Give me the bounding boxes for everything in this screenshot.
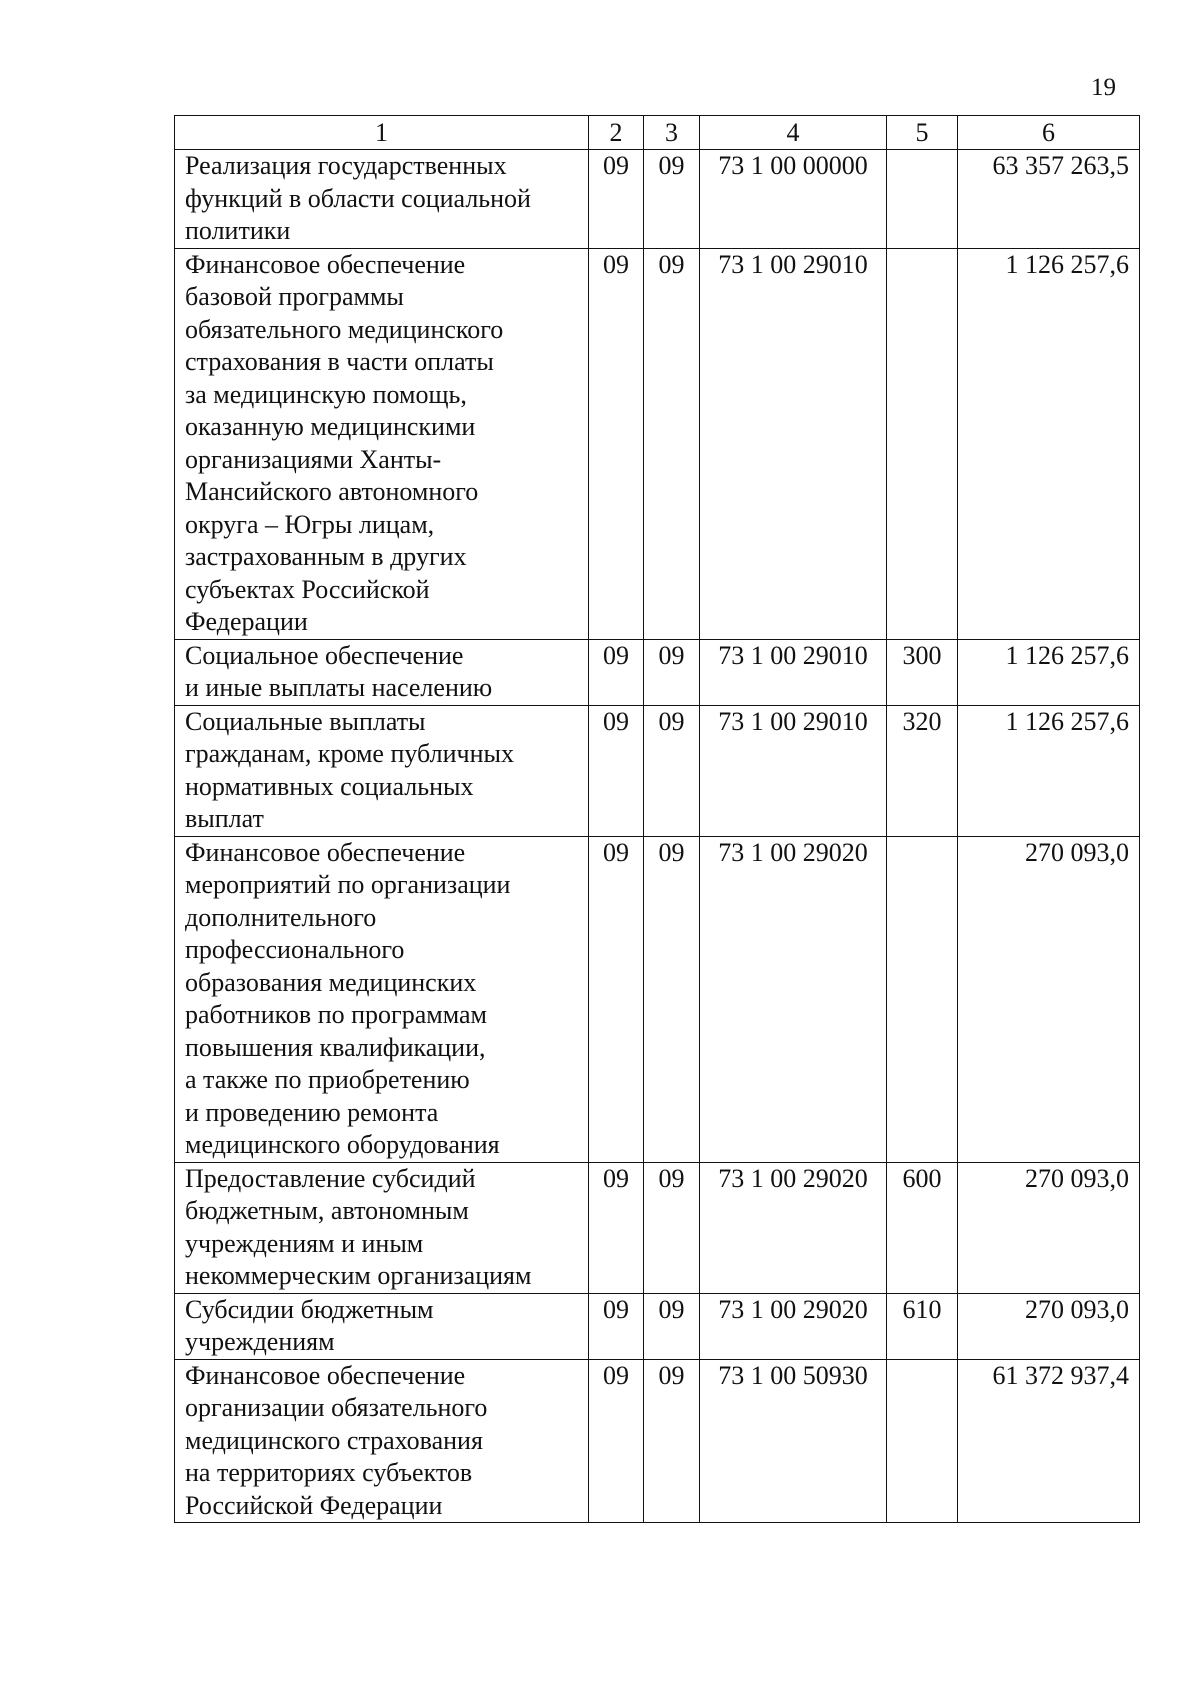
amount-cell: 270 093,0 — [958, 836, 1140, 1162]
item-name-cell — [175, 1162, 589, 1293]
target-article-cell: 73 1 00 00000 — [700, 150, 887, 249]
section-code-cell: 09 — [589, 1359, 644, 1523]
item-name-cell — [175, 150, 589, 249]
item-name-cell — [175, 836, 589, 1162]
item-name-line: округа – Югры лицам, — [185, 509, 435, 539]
item-name-line: функций в области социальной — [185, 183, 531, 213]
item-name-line: повышения квалификации, — [185, 1032, 486, 1062]
item-name-line: Субсидии бюджетным — [185, 1294, 434, 1324]
item-name-line: а также по приобретению — [185, 1065, 470, 1094]
subsection-code-cell: 09 — [644, 639, 700, 705]
item-name-line: Социальное обеспечение — [185, 640, 464, 670]
item-name-line: некоммерческим организациям — [185, 1261, 532, 1290]
expense-type-cell: 610 — [887, 1293, 958, 1359]
item-name-line: нормативных социальных — [185, 771, 474, 801]
target-article-cell: 73 1 00 50930 — [700, 1359, 887, 1523]
item-name-line: и проведению ремонта — [185, 1097, 439, 1127]
item-name-cell — [175, 248, 589, 639]
item-name-line: дополнительного — [185, 902, 377, 932]
section-code-cell: 09 — [589, 705, 644, 836]
target-article-cell: 73 1 00 29010 — [700, 639, 887, 705]
item-name-line: обязательного медицинского — [185, 314, 504, 344]
item-name-line: Социальные выплаты — [185, 706, 426, 736]
table-header-row — [175, 116, 1140, 150]
expense-type-cell: 600 — [887, 1162, 958, 1293]
item-name-line: Российской Федерации — [185, 1490, 443, 1520]
item-name-line: учреждениям — [185, 1327, 335, 1356]
amount-cell: 63 357 263,5 — [958, 150, 1140, 249]
target-article-cell: 73 1 00 29010 — [700, 248, 887, 639]
item-name-line: базовой программы — [185, 282, 404, 311]
item-name-line: учреждениям и иным — [185, 1228, 424, 1258]
table-row — [175, 705, 1140, 836]
page-number: 19 — [1091, 74, 1116, 101]
table-row — [175, 150, 1140, 249]
expense-type-cell — [887, 836, 958, 1162]
target-article-cell: 73 1 00 29010 — [700, 705, 887, 836]
item-name-cell — [175, 639, 589, 705]
amount-cell: 61 372 937,4 — [958, 1359, 1140, 1523]
item-name-cell — [175, 1359, 589, 1523]
item-name-line: Финансовое обеспечение — [185, 1360, 466, 1390]
section-code-cell: 09 — [589, 639, 644, 705]
item-name-line: Реализация государственных — [185, 151, 507, 180]
table-row — [175, 248, 1140, 639]
section-code-cell: 09 — [589, 1293, 644, 1359]
target-article-cell: 73 1 00 29020 — [700, 1293, 887, 1359]
amount-cell: 270 093,0 — [958, 1293, 1140, 1359]
item-name-line: за медицинскую помощь, — [185, 379, 467, 409]
column-header-2: 2 — [589, 116, 644, 150]
table-row — [175, 1293, 1140, 1359]
expense-type-cell — [887, 248, 958, 639]
subsection-code-cell: 09 — [644, 1162, 700, 1293]
column-header-5: 5 — [887, 116, 958, 150]
item-name-line: оказанную медицинскими — [185, 412, 476, 441]
item-name-line: медицинского страхования — [185, 1425, 483, 1455]
subsection-code-cell: 09 — [644, 248, 700, 639]
subsection-code-cell: 09 — [644, 150, 700, 249]
amount-cell: 1 126 257,6 — [958, 639, 1140, 705]
section-code-cell: 09 — [589, 836, 644, 1162]
item-name-line: Предоставление субсидий — [185, 1163, 476, 1193]
item-name-line: политики — [185, 216, 291, 245]
item-name-line: и иные выплаты населению — [185, 673, 493, 702]
subsection-code-cell: 09 — [644, 1359, 700, 1523]
amount-cell: 1 126 257,6 — [958, 705, 1140, 836]
item-name-line: образования медицинских — [185, 967, 477, 997]
expense-type-cell — [887, 150, 958, 249]
table-row — [175, 1162, 1140, 1293]
item-name-line: организациями Ханты- — [185, 444, 442, 474]
subsection-code-cell: 09 — [644, 1293, 700, 1359]
table-row — [175, 639, 1140, 705]
target-article-cell: 73 1 00 29020 — [700, 836, 887, 1162]
item-name-cell — [175, 705, 589, 836]
section-code-cell: 09 — [589, 1162, 644, 1293]
budget-table — [174, 115, 1140, 1523]
item-name-line: организации обязательного — [185, 1393, 488, 1422]
column-header-3: 3 — [644, 116, 700, 150]
item-name-line: застрахованным в других — [185, 542, 467, 571]
item-name-line: субъектах Российской — [185, 574, 430, 604]
table-body — [175, 150, 1140, 1523]
item-name-line: Финансовое обеспечение — [185, 837, 466, 867]
column-header-1: 1 — [175, 116, 589, 150]
section-code-cell: 09 — [589, 248, 644, 639]
target-article-cell: 73 1 00 29020 — [700, 1162, 887, 1293]
expense-type-cell: 320 — [887, 705, 958, 836]
subsection-code-cell: 09 — [644, 836, 700, 1162]
item-name-line: бюджетным, автономным — [185, 1196, 469, 1225]
table-row — [175, 836, 1140, 1162]
item-name-line: профессионального — [185, 935, 405, 964]
item-name-line: страхования в части оплаты — [185, 347, 494, 376]
subsection-code-cell: 09 — [644, 705, 700, 836]
item-name-line: Федерации — [185, 607, 308, 636]
item-name-cell — [175, 1293, 589, 1359]
expense-type-cell: 300 — [887, 639, 958, 705]
item-name-line: на территориях субъектов — [185, 1458, 473, 1487]
amount-cell: 270 093,0 — [958, 1162, 1140, 1293]
section-code-cell: 09 — [589, 150, 644, 249]
item-name-line: Мансийского автономного — [185, 477, 479, 506]
table-row — [175, 1359, 1140, 1523]
item-name-line: выплат — [185, 804, 264, 833]
amount-cell: 1 126 257,6 — [958, 248, 1140, 639]
expense-type-cell — [887, 1359, 958, 1523]
item-name-line: медицинского оборудования — [185, 1130, 500, 1159]
item-name-line: гражданам, кроме публичных — [185, 739, 514, 768]
column-header-4: 4 — [700, 116, 887, 150]
item-name-line: мероприятий по организации — [185, 870, 511, 899]
column-header-6: 6 — [958, 116, 1140, 150]
item-name-line: Финансовое обеспечение — [185, 249, 466, 279]
item-name-line: работников по программам — [185, 1000, 487, 1029]
